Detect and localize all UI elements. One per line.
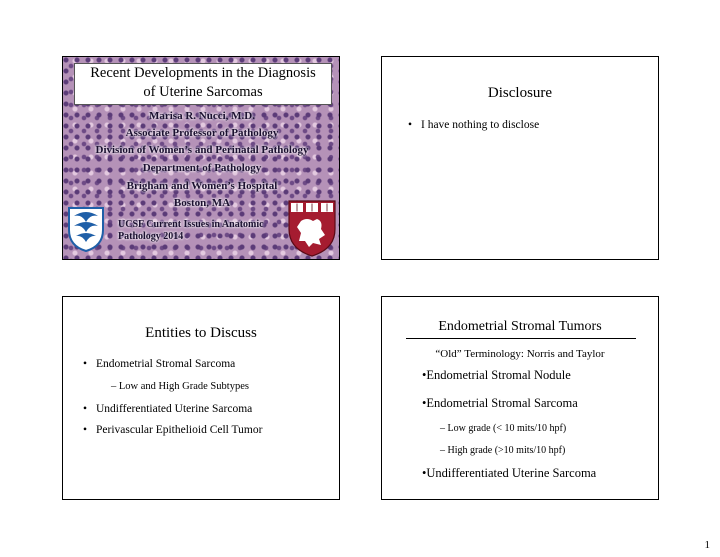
bullet-dot-icon: • <box>422 368 427 382</box>
bullet-dot-icon: • <box>422 466 427 480</box>
slide-4 <box>381 296 659 500</box>
tumor-item-3 <box>422 466 596 481</box>
entity-item-1-sub-label: Low and High Grade Subtypes <box>118 381 249 392</box>
tumor-item-1-label: Endometrial Stromal Nodule <box>426 368 571 382</box>
bullet-dot-icon: • <box>83 424 88 436</box>
slide-3-title: Entities to Discuss <box>145 325 257 341</box>
page-number: 1 <box>704 539 710 551</box>
bullet-dot-icon: • <box>83 358 88 370</box>
author-name: Marisa R. Nucci, M.D. <box>148 110 255 122</box>
entity-item-3 <box>83 424 262 436</box>
city-name: Boston, MA <box>173 197 231 209</box>
slide-2 <box>381 56 659 260</box>
bwh-logo-icon <box>66 202 106 252</box>
division-name: Division of Women’s and Perinatal Pathology <box>95 144 309 156</box>
tumor-item-1 <box>422 368 571 383</box>
author-position: Associate Professor of Pathology <box>125 127 279 139</box>
tumor-item-3-label: Undifferentiated Uterine Sarcoma <box>426 466 597 480</box>
slide-4-subtitle: “Old” Terminology: Norris and Taylor <box>435 348 605 360</box>
slide-4-title: Endometrial Stromal Tumors <box>438 319 602 334</box>
tumor-item-2 <box>422 396 578 411</box>
bullet-dot-icon: • <box>422 396 427 410</box>
department-name: Department of Pathology <box>142 162 262 174</box>
high-grade-label: High grade (>10 mits/10 hpf) <box>447 445 566 456</box>
title-underline <box>406 338 636 339</box>
tumor-item-2-label: Endometrial Stromal Sarcoma <box>426 396 578 410</box>
dash-icon: – <box>440 423 448 434</box>
slide-1-title <box>74 63 332 105</box>
dash-icon: – <box>440 445 448 456</box>
title-line-1: Recent Developments in the Diagnosis <box>90 65 316 81</box>
dash-icon: – <box>111 381 119 392</box>
disclosure-text: I have nothing to disclose <box>421 119 540 131</box>
title-line-2: of Uterine Sarcomas <box>143 84 263 100</box>
tumor-item-2-sub-2 <box>440 445 565 456</box>
entity-item-2-label: Undifferentiated Uterine Sarcoma <box>96 403 253 415</box>
conference-line-2: Pathology 2014 <box>118 231 184 242</box>
conference-name <box>118 219 288 243</box>
entity-item-3-label: Perivascular Epithelioid Cell Tumor <box>96 424 263 436</box>
bullet-dot-icon: • <box>83 403 88 415</box>
entity-item-2 <box>83 403 252 415</box>
entity-item-1 <box>83 358 235 370</box>
disclosure-bullet <box>408 119 539 131</box>
slide-3 <box>62 296 340 500</box>
entity-item-1-sub <box>111 381 249 392</box>
hospital-name: Brigham and Women’s Hospital <box>126 180 278 192</box>
bullet-dot-icon: • <box>408 119 413 131</box>
conference-line-1: UCSF Current Issues in Anatomic <box>118 219 264 230</box>
entity-item-1-label: Endometrial Stromal Sarcoma <box>96 358 236 370</box>
low-grade-label: Low grade (< 10 mits/10 hpf) <box>447 423 567 434</box>
harvard-shield-icon <box>287 199 337 257</box>
slide-2-title: Disclosure <box>487 85 553 101</box>
slide-1 <box>62 56 340 260</box>
tumor-item-2-sub-1 <box>440 423 566 434</box>
